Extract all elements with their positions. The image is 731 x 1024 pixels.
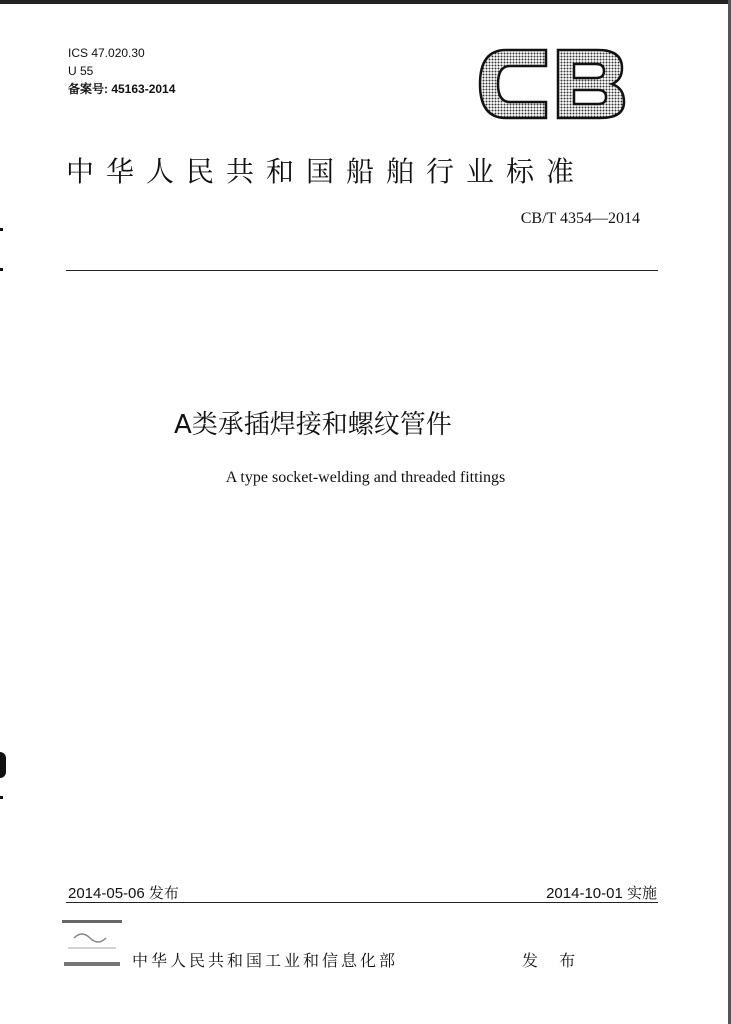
category-code: U 55 [68, 64, 94, 78]
scan-speck [0, 796, 3, 799]
stamp-icon [60, 916, 124, 976]
classification-block [68, 44, 175, 98]
standard-series-title: 中华人民共和国船舶行业标准 [66, 155, 587, 188]
document-title-en: A type socket-welding and threaded fittings [225, 469, 506, 486]
scan-speck [0, 228, 3, 231]
implement-date: 2014-10-01 实施 [546, 885, 657, 902]
header-divider [66, 270, 658, 271]
document-title-cn: A类承插焊接和螺纹管件 [174, 410, 452, 440]
standard-code: CB/T 4354—2014 [520, 210, 640, 227]
publish-date: 2014-05-06 发布 [68, 885, 179, 902]
footer-divider [66, 902, 658, 903]
scan-speck [0, 268, 3, 271]
ics-code: ICS 47.020.30 [68, 46, 145, 60]
issue-label: 发 布 [522, 951, 584, 970]
issuing-authority: 中华人民共和国工业和信息化部 [132, 951, 399, 970]
scan-top-edge [0, 0, 731, 4]
cb-logo [476, 46, 626, 122]
record-number: 备案号: 45163-2014 [68, 82, 176, 96]
scan-speck [0, 752, 6, 778]
